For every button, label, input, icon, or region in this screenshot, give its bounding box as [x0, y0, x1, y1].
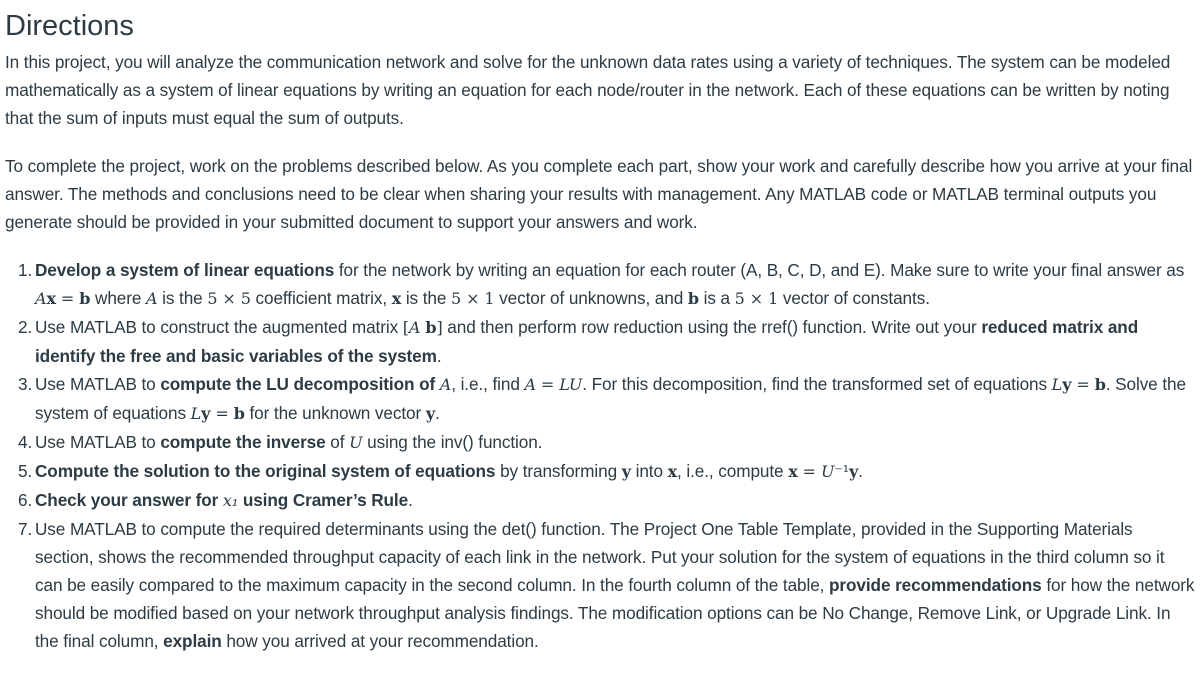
step-item-2 — [5, 313, 1195, 370]
math-expression: x = U⁻¹y — [788, 462, 859, 481]
step-text: Use MATLAB to compute the required determinants using the det() function. The Project One Table Template, provided in the Supporting Materials section, shows the recommended throughput capacity of each link in the network. Put your solution for the system of equations in the third column so it can be easily compared to the maximum capacity in the second column. In the fourth column of the table, provide recommendations for how the network should be modified based on your network throughput analysis findings. The modification options can be No Change, Remove Link, or Upgrade Link. In the final column, explain how you arrived at your recommendation. — [35, 519, 1195, 651]
step-text: Develop a system of linear equations for the network by writing an equation for each router (A, B, C, D, and E). Make sure to write your final answer as Ax = b where A is the 5 × 5 coefficient matrix, x is the 5 × 1 vector of unknowns, and b is a 5 × 1 vector of constants. — [35, 260, 1185, 308]
math-expression: x — [391, 289, 402, 308]
math-expression: y — [425, 404, 436, 423]
intro-paragraph-2: To complete the project, work on the problems described below. As you complete each part, show your work and carefully describe how you arrive at your final answer. The methods and conclusions need to be clear when sharing your results with management. Any MATLAB code or MATLAB terminal outputs you generate should be provided in your submitted document to support your answers and work. — [5, 156, 1193, 232]
step-number: 6. — [18, 490, 33, 510]
emphasis-text: using Cramer’s Rule — [238, 490, 409, 510]
step-number: 5. — [18, 461, 33, 481]
step-number: 1. — [18, 260, 33, 280]
math-expression: U — [349, 433, 363, 452]
math-expression: A — [146, 289, 158, 308]
math-expression: 5 × 1 — [450, 289, 495, 308]
step-text: Use MATLAB to construct the augmented matrix [A b] and then perform row reduction using the rref() function. Write out your reduced matrix and identify the free and basic variables of the system. — [35, 317, 1139, 366]
emphasis-text: provide recommendations — [829, 575, 1042, 595]
math-expression: Ax = b — [35, 289, 91, 308]
step-number: 3. — [18, 374, 33, 394]
emphasis-text: reduced matrix and identify the free and basic variables of the system — [35, 317, 1139, 366]
step-item-3 — [5, 370, 1195, 428]
intro-paragraph-1: In this project, you will analyze the communication network and solve for the unknown data rates using a variety of techniques. The system can be modeled mathematically as a system of linear equations by writing an equation for each node/router in the network. Each of these equations can be written by noting that the sum of inputs must equal the sum of outputs. — [5, 52, 1171, 128]
step-item-7 — [5, 515, 1195, 655]
step-number: 2. — [18, 317, 33, 337]
directions-content — [5, 8, 1195, 655]
step-text: Check your answer for x₁ using Cramer’s Rule. — [35, 490, 413, 510]
math-expression: x — [667, 462, 678, 481]
page-title: Directions — [5, 10, 134, 42]
emphasis-text: compute the LU decomposition of — [160, 374, 440, 394]
emphasis-text: Develop a system of linear equations — [35, 260, 335, 280]
math-expression: 5 × 1 — [734, 289, 779, 308]
emphasis-text: Check your answer for — [35, 490, 223, 510]
step-number: 4. — [18, 432, 33, 452]
math-expression: Ly = b — [190, 404, 245, 423]
math-expression: Ly = b — [1051, 375, 1106, 394]
math-expression: x₁ — [222, 491, 239, 510]
step-number: 7. — [18, 519, 33, 539]
steps-list — [5, 256, 1195, 655]
math-expression: [A b] — [402, 318, 443, 337]
step-text: Compute the solution to the original system of equations by transforming y into x, i.e., compute x = U⁻¹y. — [35, 461, 863, 481]
emphasis-text: explain — [163, 631, 222, 651]
step-item-6 — [5, 486, 1195, 515]
step-item-5 — [5, 457, 1195, 486]
step-item-4 — [5, 428, 1195, 457]
math-expression: A — [439, 375, 452, 394]
emphasis-text: Compute the solution to the original system of equations — [35, 461, 496, 481]
step-item-1 — [5, 256, 1195, 313]
step-text: Use MATLAB to compute the LU decomposition of A, i.e., find A = LU. For this decomposition, find the transformed set of equations Ly = b. Solve the system of equations Ly = b for the unknown vector y. — [35, 374, 1186, 423]
emphasis-text: compute the inverse — [160, 432, 326, 452]
step-text: Use MATLAB to compute the inverse of U using the inv() function. — [35, 432, 543, 452]
math-expression: A = LU — [524, 375, 583, 394]
math-expression: b — [687, 289, 699, 308]
math-expression: y — [621, 462, 631, 481]
math-expression: 5 × 5 — [207, 289, 251, 308]
